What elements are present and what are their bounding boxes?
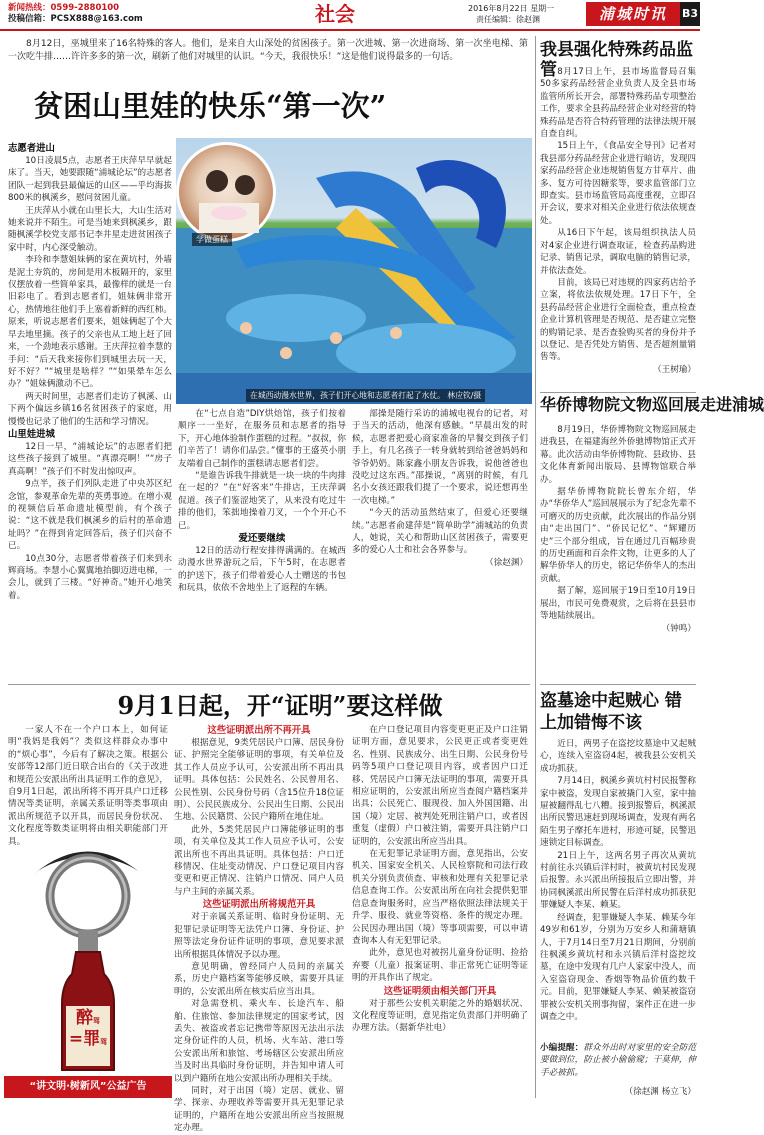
paragraph: 7月14日，枫溪乡黄坑村村民报警称家中被盗，发现自家被撬门入室，家中抽屉被翻得乱七八糟。接到报警后，枫溪派出所民警迅速赶到现场调查，发现有两名陌生男子摩托车进村，形迹可疑，民警迅速锁定目标调查。: [540, 776, 696, 849]
lead-title: 贫困山里娃的快乐“第一次”: [34, 89, 387, 123]
right-column-divider: [535, 36, 536, 1098]
lead-column-1: [8, 142, 172, 680]
right-mid-title: 华侨博物院文物巡回展走进浦城: [540, 395, 764, 414]
paragraph: 李玲和李慧姐妹俩的家在黄坑村，外墙是泥土夯筑的，房间是用木板隔开的，家里仅摆放着一些简单家具，最像样的就是一台旧彩电了。看到志愿者们，姐妹俩非常开心，热情地往他们手上塞着新鲜的西红柿。原来，听说志愿者们要来，姐妹俩起了个大早去地里摘。孩子的父亲也从工地上赶了回来，一个劲地表示感谢。王庆萍拉着李慧的手问：“后天我来接你们到城里去玩一天，好不好？”“城里是啥样？”“如果晕车怎么办？”姐妹俩激动不已。: [8, 255, 172, 390]
ad-word-drunk: 醉: [76, 1008, 93, 1028]
paragraph: 近日，两男子在盗挖坟墓途中又起贼心，连续入室盗窃4起，被我县公安机关成功抓获。: [540, 739, 696, 774]
paragraph: 一家人不在一个户口本上，如何证明“我妈是我妈”？类似这样群众办事中的“烦心事”，今后有了解决之策。根据公安部等12部门近日联合出台的《关于改进和规范公安派出所出具证明工作的意见》，自9月1日起，派出所将不再开具户口迁移情况等类证明，亲属关系证明等类事项由派出所规范予以开具，而居民身份状况、文化程度等数类证明将由相关职能部门开具。: [8, 725, 168, 847]
right-mid-byline: （钟鸣）: [661, 623, 696, 634]
baking-illustration: [179, 145, 279, 245]
big-photo-caption: 在城西动漫水世界，孩子们开心地和志愿者打起了水仗。 林应钦/摄: [246, 389, 485, 402]
paragraph: 从16日下午起，该局组织执法人员对4家企业进行调查取证，检查药品购进记录、销售记录，调取电脑的销售记录，并依法查处。: [540, 228, 696, 276]
subhead-other-departments: 这些证明须由相关部门开具: [383, 985, 497, 997]
paragraph: 10点30分，志愿者带着孩子们来到永辉商场。李慧小心翼翼地抬脚迈进电梯，一会儿，就到了三楼。“好神奇。”她开心地笑着。: [8, 553, 172, 601]
ad-slogan-graphic: [66, 1009, 110, 1051]
subhead-standardized: 这些证明派出所将规范开具: [202, 899, 316, 911]
paper-logo: 浦城时讯: [586, 2, 680, 26]
right-mid-rule: [540, 684, 696, 685]
right-bottom-byline: （徐赵渊 杨立飞）: [624, 1087, 696, 1097]
right-top-byline: （王树瑜）: [653, 364, 696, 375]
ad-small-1: 驾: [93, 1016, 100, 1025]
lead-byline: （徐赵渊）: [485, 557, 528, 568]
ad-word-crime: 罪: [83, 1029, 101, 1049]
paragraph: 在“七点自造”DIY烘焙馆，孩子们按着顺序一一坐好，在服务员和志愿者的指导下，开心地体验制作蛋糕的过程。“叔叔，你们辛苦了！请你们品尝。”懂事的王盛英小朋友端着自己制作的蛋糕请志愿者们尝。: [178, 409, 346, 469]
lead-column-2: [178, 408, 346, 680]
email: [8, 14, 143, 25]
paragraph: 部操是随行采访的浦城电视台的记者，对于当天的活动，他深有感触。“早晨出发的时候，志愿者把爱心商家准备的早餐交到孩子们手上，有几名孩子一转身就转到给爸爸妈妈和爷爷奶奶。陈家鑫小朋友告诉我，说他爸爸也没吃过这东西。”邵操说，“离别的时候，有几名小女孩还跟我们提了一个要求，说还想再坐一次电梯。”: [352, 409, 528, 506]
weekday: 星期一: [530, 4, 555, 13]
ad-banner: “讲文明·树新风”公益广告: [4, 1076, 172, 1098]
paragraph: 目前，该局已对违规的四家药店给予立案，将依法依规处理。17日下午，全县药品经营企业进行全面检查，重点检查企业计算机管理是否规范、是否建立完整的购销记录、是否查验购买者的身份并予以登记、是否凭处方销售、是否超剂量销售等。: [540, 277, 696, 363]
hotline-value: 0599-2880100: [50, 3, 120, 13]
date: 2016年8月22日: [468, 4, 528, 13]
email-label: 投稿信箱：: [8, 14, 51, 24]
tip-text: 群众外出时对家里的安全防范要做到位，防止被小偷偷窥；干莫伸，伸手必被抓。: [540, 1043, 696, 1078]
right-top-body: [540, 66, 696, 388]
public-service-ad: [4, 834, 172, 1100]
paragraph: 在无犯罪记录证明方面，意见指出，公安机关、国家安全机关、人民检察院和司法行政机关分别负责侦查、审核和处理有关犯罪记录信息查询工作。公安派出所在向社会提供犯罪信息查询服务时，应当严格依照法律法规关于升学、服役、就业等资格、条件的规定办理。公民因办理出国（境）等事项需要，可以申请查询本人有无犯罪记录。: [352, 849, 528, 946]
lead-bottom-rule: [8, 684, 530, 685]
paragraph: 王庆萍从小就在山里长大，大山生活对她来说并不陌生。可是当她来到枫溪乡，跟随枫溪学校党支部书记李井星走进贫困孩子家中时，内心深受触动。: [8, 205, 172, 253]
paragraph: 8月17日上午，县市场监督局召集50多家药品经营企业负责人及全县市场监管所所长开会，部署特殊药品专项整治工作，要求全县药品经营企业对经营的特殊药品是否符合特药管理的法律法规开展自查自纠。: [540, 67, 696, 140]
section-title: 社会: [315, 2, 355, 26]
masthead-rule: [0, 29, 700, 31]
tip-label: 小编提醒：: [540, 1043, 584, 1053]
email-value: PCSX888@163.com: [50, 14, 143, 24]
paragraph: 在户口登记项目内容变更更正及户口注销证明方面，意见要求，公民更正或者变更姓名、性别、民族成分、出生日期、公民身份号码等5项户口登记项目内容，或者因户口迁移、凭居民户口簿无法证明的事项，需要开具相应证明的，公安派出所应当查阅户籍档案并出具；公民死亡、服现役、加入外国国籍、出国（境）定居、被判处死刑注销户口，或者因重复（虚假）户口被注销，需要开具注销户口证明的，公安派出所应当出具。: [352, 725, 528, 847]
lead-intro-text: 8月12日，巫城里来了16名特殊的客人。他们，是来自大山深处的贫困孩子。第一次进城、第一次进商场、第一次坐电梯、第一次吃牛排……许许多多的第一次，刷新了他们对城里的认识。“今天，我很快乐！”这是他们说得最多的一句话。: [8, 39, 528, 62]
paragraph: 21日上午，这两名男子再次从黄坑村前往永兴镇后洋村时，被黄坑村民发现后报警。永兴派出所接报后立即出警，并协同枫溪派出所民警在后洋村成功抓获犯罪嫌疑人李某、赖某。: [540, 850, 696, 911]
paragraph: “是谁告诉我牛排就是一块一块的牛肉排在一起的？”在“好客来”牛排店，王庆萍调侃道。孩子们鉴涩地笑了，从来没有吃过牛排的他们，笨拙地操着刀叉，一个个开心不已。: [178, 471, 346, 531]
paragraph: 15日上午，《食品安全导刊》记者对我县部分药品经营企业进行暗访，发现四家药品经营企业违规销售复方甘草片、曲多、复方可待因糖浆等，要求监管部门立即查实。县市场监管局高度重视，立即召开会议，要求对相关企业进行依法依规查处。: [540, 141, 696, 226]
subhead-volunteers: 志愿者进山: [8, 143, 55, 154]
paragraph: 对急需登机、乘火车、长途汽车、船舶、住旅馆、参加法律规定的国家考试，因丢失、被盗或者忘记携带等原因无法出示法定身份证件的人员，机场、火车站、港口等公安派出所和旅馆、考场辖区公安派出所应当及时出具临时身份证明，并告知申请人可以到户籍所在地公安派出所办理相关手续。: [174, 999, 344, 1084]
right-top-title: 我县强化特殊药品监管: [540, 40, 693, 81]
paragraph: “今天的活动虽然结束了，但爱心还要继续。”志愿者俞建萍是“简单助学”浦城站的负责人，她说，关心和帮助山区贫困孩子，需要更多的爱心人士和社会各界参与。: [352, 508, 528, 556]
editor: 责任编辑：徐赵渊: [476, 15, 540, 24]
editor-tip: [540, 1042, 696, 1082]
paragraph: 12日一早，“浦城论坛”的志愿者们把这些孩子接到了城里。“真漂亮啊！”“房子真高啊！”孩子们不时发出惊叹声。: [8, 441, 172, 477]
subhead-love-continues: 爱还要继续: [238, 533, 286, 545]
paragraph: 意见明确，曾经同户人员间的亲属关系，历史户籍档案等能够反映，需要开具证明的，公安派出所在核实后应当出具。: [174, 961, 344, 997]
ad-small-2: 驾: [100, 1037, 108, 1046]
paragraph: 经调查，犯罪嫌疑人李某、赖某今年49岁和61岁，分别为万安乡人和蒲塘镇人，于7月14日至7月21日期间，分别前往枫溪乡黄坑村和永兴镇后洋村盗挖坟墓，在途中发现有几户人家家中没人，而入室盗窃现金、香烟等物品价值约数千元。目前，犯罪嫌疑人李某、赖某被盗窃罪被公安机关刑事拘留，案件正在进一步调查之中。: [540, 912, 696, 1022]
lead-intro: [8, 38, 528, 88]
article2-title: 9月1日起，开“证明”要这样做: [117, 691, 443, 720]
paragraph: 对于亲属关系证明、临时身份证明、无犯罪记录证明等无法凭户口簿、身份证、护照等法定身份证件证明的事项，意见要求派出所根据具体情况予以办理。: [174, 912, 344, 960]
right-bottom-title: 盗墓途中起贼心 错上加错悔不该: [540, 691, 682, 733]
small-photo-caption: 学做蛋糕: [192, 233, 232, 246]
paragraph: 两天时间里，志愿者们走访了枫溪、山下两个偏远乡镇16名贫困孩子的家庭，用慢慢也记录了他们的生活和学习情况。: [8, 391, 172, 427]
right-top-rule: [540, 392, 696, 393]
article2-column-1: [8, 724, 168, 847]
issue-date: [468, 3, 554, 14]
article2-column-2: [174, 724, 344, 1134]
paragraph: 10日凌晨5点，志愿者王庆萍早早就起床了。当天，她要跟随“浦城论坛”的志愿者团队一起到我县最偏远的山区——乎均海拔800米的枫溪乡，慰问贫困儿童。: [8, 156, 172, 204]
paragraph: 据华侨博物院院长曾东介绍，华办“华侨华人”巡回展展示为了纪念先辈不可磨灭的历史贡献，此次展出的作品分别由“走出国门”、“侨民记忆”、“辉耀历史”三个部分组成，旨在通过几百幅珍贵的历史画面和百余件文物，让更多的人了解华侨华人的历史，铭记华侨华人的杰出贡献。: [540, 487, 696, 584]
paragraph: 此外，意见也对被拐儿童身份证明、捡拾弃婴（儿童）报案证明、非正常死亡证明等证明的开具作出了规定。: [352, 948, 528, 984]
ad-equals: =: [68, 1029, 84, 1049]
subhead-no-longer-issued: 这些证明派出所不再开具: [207, 725, 311, 736]
right-bottom-body: [540, 738, 696, 1038]
paragraph: 此外，5类凭居民户口簿能够证明的事项，有关单位及其工作人员应予认可，公安派出所也不再出具证明。具体包括：户口迁移情况、住址变动情况、户口登记项目内容变更和更正情况、注销户口情况、同户人员与户主间的亲属关系。: [174, 824, 344, 897]
subhead-into-city: 山里娃进城: [8, 428, 55, 440]
paragraph: 根据意见，9类凭居民户口簿、居民身份证、护照完全能够证明的事项，有关单位及其工作人员应予认可，公安派出所不再出具证明。具体包括：公民姓名、公民曾用名、公民性别、公民身份号码（含15位升18位证明）、公民民族成分、公民出生日期、公民出生地、公民籍贯、公民户籍所在地住址。: [174, 738, 344, 823]
paragraph: 8月19日，华侨博物院文物巡回展走进我县，在福建海丝外侨驰博物馆正式开幕。此次活动由华侨博物院、县政协、县文化体育新闻出版局、县博物馆联合举办。: [540, 425, 696, 485]
paragraph: 同时，对于出国（境）定居、就业、留学、探亲、办理收养等需要开具无犯罪记录证明的，户籍所在地公安派出所应当按照规定办理。: [174, 1085, 344, 1134]
hotline: [8, 3, 119, 14]
page-code: B3: [680, 2, 700, 26]
article2-column-3: [352, 724, 528, 1098]
paragraph: 据了解，巡回展于19日至10月19日展出，市民可免费观赏，之后将在县县市等地陆续展出。: [540, 586, 696, 622]
small-photo-frame: [176, 142, 276, 242]
hotline-label: 新闻热线：: [8, 3, 51, 13]
lead-column-3: [352, 408, 528, 680]
paragraph: 12日的活动行程安排得满满的。在城西动漫水世界游玩之后，下午5时，在志愿者的护送下，孩子们带着爱心人士赠送的书包和玩具，依依不舍地坐上了返程的车辆。: [178, 546, 346, 594]
masthead: [0, 0, 700, 30]
right-mid-body: [540, 424, 696, 674]
paragraph: 对于那些公安机关职能之外的婚姻状况、文化程度等证明，意见指定负责部门并明确了办理方法。（据新华社电）: [352, 998, 528, 1034]
paragraph: 9点半，孩子们列队走进了中央苏区纪念馆，参观革命先辈的英勇事迹。在增小观的视频信后革命遗址模型前，有个孩子说：“这不就是我们枫溪乡的后村的革命遗址吗？”在得到肯定回答后，孩子们兴奋不已。: [8, 479, 172, 552]
